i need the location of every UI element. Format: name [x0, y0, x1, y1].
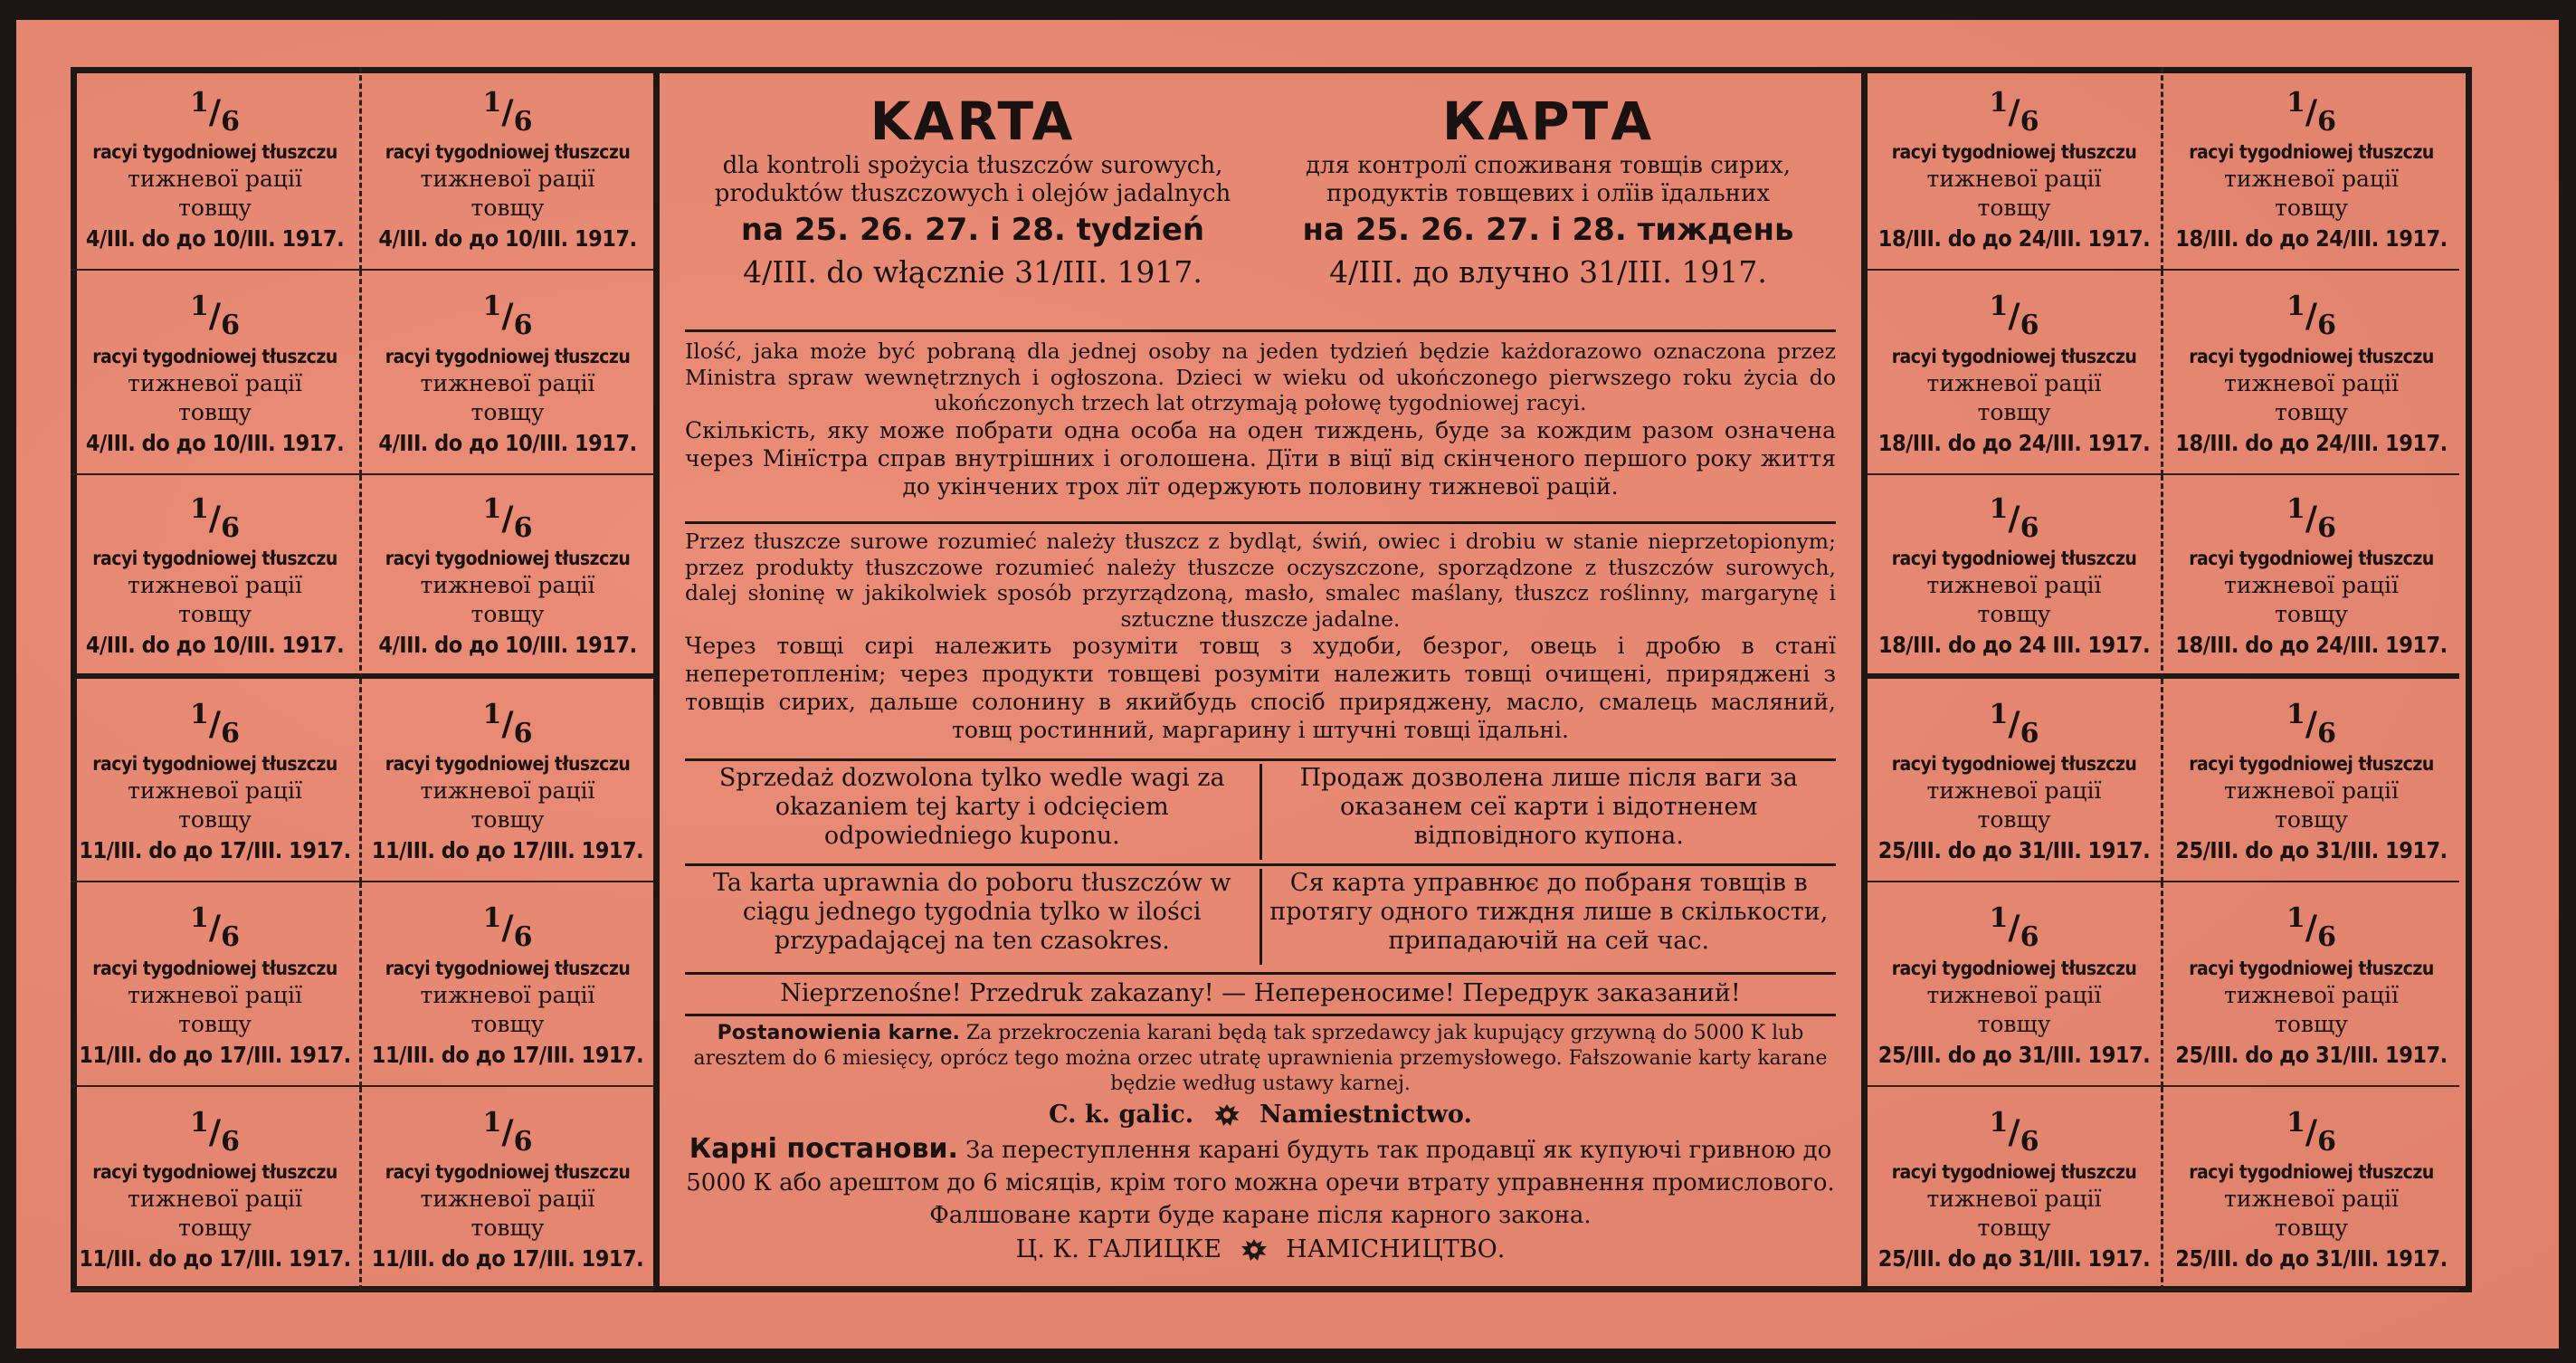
ration-coupon: [2163, 271, 2459, 474]
coupon-text-ua-2: товщу: [1977, 600, 2051, 627]
title-block: [685, 91, 1836, 349]
coupon-fraction: $^1/_6$: [1989, 492, 2039, 544]
coupon-fraction-numerator: 1: [190, 87, 209, 119]
ration-coupon: [362, 882, 653, 1086]
coupon-text-ua-2: товщу: [2275, 1214, 2348, 1241]
coupon-fraction: $^1/_6$: [1989, 291, 2039, 342]
coupon-fraction-denominator: 6: [513, 106, 533, 138]
coupon-fraction-denominator: 6: [513, 1125, 533, 1158]
coupon-text-ua: тижневої рації: [128, 777, 302, 805]
coupon-date: 4/III. do до 10/III. 1917.: [378, 631, 637, 658]
ration-coupon: [2163, 67, 2459, 271]
coupon-fraction: $^1/_6$: [482, 902, 533, 954]
coupon-text-ua: тижневої рації: [128, 166, 302, 193]
center-panel: [653, 67, 1868, 1291]
coupon-text-pl: racyi tygodniowej tłuszczu: [385, 345, 631, 367]
validity-text-pl: Ta karta uprawnia do poboru tłuszczów w ciągu jednego tygodnia tylko w ilości przypadającej na ten czasokres.: [685, 869, 1262, 965]
coupon-fraction-denominator: 6: [2317, 310, 2336, 342]
ration-coupon: [2163, 882, 2459, 1086]
coupon-text-pl: racyi tygodniowej tłuszczu: [385, 957, 631, 979]
coupon-text-ua-2: товщу: [1977, 1010, 2051, 1037]
coupon-text-ua: тижневої рації: [1926, 777, 2102, 805]
coupon-fraction-denominator: 6: [221, 511, 240, 544]
ration-coupon: [71, 271, 362, 474]
coupon-text-ua-2: товщу: [471, 600, 545, 627]
coupon-fraction-denominator: 6: [2317, 511, 2336, 544]
coupon-fraction: $^1/_6$: [190, 492, 240, 544]
coupon-date: 11/III. do до 17/III. 1917.: [79, 837, 351, 864]
coupon-text-ua-2: товщу: [2275, 398, 2348, 425]
ration-coupon: [2163, 679, 2459, 882]
coupon-fraction: $^1/_6$: [482, 492, 533, 544]
coupon-text-ua: тижневої рації: [420, 166, 595, 193]
card-title-ua: КАРТА: [1441, 91, 1655, 152]
sale-text-pl: Sprzedaż dozwolona tylko wedle wagi za okazaniem tej karty i odcięciem odpowiedniego kuponu.: [685, 764, 1262, 860]
coupon-text-ua-2: товщу: [471, 195, 545, 222]
card-date-ua: 4/III. до влучно 31/III. 1917.: [1329, 254, 1767, 290]
coupon-text-pl: racyi tygodniowej tłuszczu: [1891, 957, 2137, 979]
coupon-date: 25/III. do до 31/III. 1917.: [1877, 1041, 2151, 1068]
title-ukrainian: [1260, 91, 1836, 349]
coupon-fraction-denominator: 6: [2317, 921, 2336, 954]
coupon-text-ua: тижневої рації: [420, 981, 595, 1008]
coupon-fraction-numerator: 1: [2286, 902, 2305, 935]
coupon-text-ua: тижневої рації: [2224, 571, 2399, 598]
coupon-text-ua-2: товщу: [178, 1214, 252, 1241]
coupon-text-pl: racyi tygodniowej tłuszczu: [385, 141, 631, 164]
no-transfer-warning: Nieprzenośne! Przedruk zakazany! — Непереносиме! Передрук заказаний!: [780, 979, 1741, 1007]
penalties-section: [685, 1021, 1836, 1268]
coupon-text-ua-2: товщу: [471, 806, 545, 834]
coupon-fraction-numerator: 1: [2286, 291, 2305, 323]
coupon-text-ua: тижневої рації: [128, 571, 302, 598]
coupon-fraction-numerator: 1: [482, 492, 502, 525]
coupon-text-ua: тижневої рації: [1926, 571, 2102, 598]
coupon-fraction-numerator: 1: [1989, 699, 2009, 731]
coupon-date: 4/III. do до 10/III. 1917.: [378, 429, 637, 456]
ration-coupon: [362, 271, 653, 474]
coupon-fraction: $^1/_6$: [2286, 1106, 2336, 1158]
coupon-fraction-denominator: 6: [221, 921, 240, 954]
coupon-fraction-denominator: 6: [513, 921, 533, 954]
coupon-fraction-denominator: 6: [2317, 718, 2336, 750]
coupon-fraction-numerator: 1: [190, 902, 209, 935]
coupon-text-ua: тижневої рації: [420, 369, 595, 396]
coupon-date: 11/III. do до 17/III. 1917.: [79, 1041, 351, 1068]
coupon-text-pl: racyi tygodniowej tłuszczu: [1891, 547, 2137, 569]
ration-coupon: [2163, 1087, 2459, 1291]
coupon-fraction-numerator: 1: [1989, 87, 2009, 119]
ration-coupon: [71, 475, 362, 679]
coupon-text-pl: racyi tygodniowej tłuszczu: [2189, 547, 2434, 569]
coupon-fraction-numerator: 1: [482, 1106, 502, 1139]
card-subtitle-pl-2: produktów tłuszczowych i olejów jadalnych: [714, 180, 1231, 207]
coupon-text-pl: racyi tygodniowej tłuszczu: [92, 1160, 337, 1183]
coupon-fraction: $^1/_6$: [482, 87, 533, 138]
coupon-fraction-denominator: 6: [513, 718, 533, 750]
coupon-fraction-denominator: 6: [221, 106, 240, 138]
coupon-text-ua: тижневої рації: [2224, 369, 2399, 396]
coupon-text-ua-2: товщу: [2275, 600, 2348, 627]
coupon-date: 18/III. do до 24/III. 1917.: [2175, 631, 2448, 658]
divider: [685, 329, 1836, 332]
coupon-text-pl: racyi tygodniowej tłuszczu: [1891, 141, 2137, 164]
divider: [685, 863, 1836, 866]
coupon-date: 25/III. do до 31/III. 1917.: [1877, 837, 2151, 864]
coupon-text-pl: racyi tygodniowej tłuszczu: [2189, 753, 2434, 776]
coupon-text-ua: тижневої рації: [2224, 1185, 2399, 1212]
coupon-date: 4/III. do до 10/III. 1917.: [85, 225, 345, 253]
coupon-text-ua-2: товщу: [1977, 398, 2051, 425]
coupon-fraction: $^1/_6$: [482, 699, 533, 750]
sale-text-ua: Продаж дозволена лише після ваги за оказанем сеї карти і відотненем відповідного купона.: [1299, 764, 1798, 850]
definitions-section: [685, 529, 1836, 744]
coupon-text-ua-2: товщу: [2275, 1010, 2348, 1037]
coupon-fraction: $^1/_6$: [190, 87, 240, 138]
coupon-date: 4/III. do до 10/III. 1917.: [85, 429, 345, 456]
coupon-fraction-denominator: 6: [513, 511, 533, 544]
penalties-text-ua: [685, 1133, 1836, 1232]
penalties-text-pl: [685, 1021, 1836, 1097]
coupon-text-ua-2: товщу: [471, 1010, 545, 1037]
ration-coupon: [2163, 475, 2459, 679]
coupon-fraction-numerator: 1: [2286, 492, 2305, 525]
signature-ua: [685, 1232, 1836, 1268]
coupon-date: 11/III. do до 17/III. 1917.: [371, 1041, 644, 1068]
coupon-fraction-numerator: 1: [190, 291, 209, 323]
ration-coupon: [362, 67, 653, 271]
card-weeks-pl: na 25. 26. 27. i 28. tydzień: [740, 212, 1205, 248]
ration-coupon: [71, 882, 362, 1086]
coupon-text-ua: тижневої рації: [1926, 981, 2102, 1008]
coupon-date: 25/III. do до 31/III. 1917.: [2175, 1041, 2448, 1068]
coupon-fraction: $^1/_6$: [1989, 87, 2039, 138]
coupon-fraction-denominator: 6: [2020, 921, 2039, 954]
coupon-fraction-numerator: 1: [1989, 492, 2009, 525]
coupon-text-ua-2: товщу: [2275, 806, 2348, 834]
coupon-fraction-numerator: 1: [190, 1106, 209, 1139]
coupon-fraction: $^1/_6$: [482, 291, 533, 342]
coupon-text-ua-2: товщу: [178, 1010, 252, 1037]
left-coupon-grid: [71, 67, 653, 1291]
title-polish: [685, 91, 1260, 349]
coupon-fraction-numerator: 1: [1989, 1106, 2009, 1139]
divider: [685, 758, 1836, 761]
coupon-text-ua-2: товщу: [471, 398, 545, 425]
coupon-fraction: $^1/_6$: [190, 699, 240, 750]
coupon-text-ua: тижневої рації: [128, 1185, 302, 1212]
coupon-fraction-numerator: 1: [482, 291, 502, 323]
coupon-date: 18/III. do до 24/III. 1917.: [2175, 225, 2448, 253]
coupon-text-ua-2: товщу: [1977, 806, 2051, 834]
coupon-fraction-numerator: 1: [2286, 699, 2305, 731]
divider: [685, 1014, 1836, 1016]
signature-pl: [685, 1097, 1836, 1133]
coupon-fraction: $^1/_6$: [2286, 87, 2336, 138]
coupon-fraction-numerator: 1: [2286, 87, 2305, 119]
coupon-fraction-numerator: 1: [1989, 291, 2009, 323]
coupon-text-ua-2: товщу: [1977, 1214, 2051, 1241]
coupon-text-pl: racyi tygodniowej tłuszczu: [1891, 1160, 2137, 1183]
coupon-text-pl: racyi tygodniowej tłuszczu: [385, 547, 631, 569]
coupon-text-pl: racyi tygodniowej tłuszczu: [2189, 345, 2434, 367]
coupon-fraction-denominator: 6: [221, 310, 240, 342]
coupon-text-ua: тижневої рації: [1926, 369, 2102, 396]
quantity-section: [685, 338, 1836, 500]
coupon-date: 4/III. do до 10/III. 1917.: [85, 631, 345, 658]
coupon-fraction-denominator: 6: [2317, 1125, 2336, 1158]
coupon-text-ua: тижневої рації: [1926, 1185, 2102, 1212]
card-date-pl: 4/III. do włącznie 31/III. 1917.: [743, 254, 1202, 290]
coupon-fraction: $^1/_6$: [2286, 291, 2336, 342]
coupon-fraction-denominator: 6: [221, 718, 240, 750]
signature-pl-authority: C. k. galic.: [1049, 1101, 1194, 1129]
coupon-fraction-denominator: 6: [2020, 718, 2039, 750]
ration-coupon: [71, 679, 362, 882]
card-subtitle-pl-1: dla kontroli spożycia tłuszczów surowych,: [722, 152, 1223, 179]
card-weeks-ua: на 25. 26. 27. і 28. тиждень: [1302, 212, 1794, 248]
quantity-text-pl: Ilość, jaka może być pobraną dla jednej osoby na jeden tydzień będzie każdorazowo oznaczona przez Ministra spraw wewnętrznych i ogłoszona. Dzieci w wieku od ukończonego pierwszego roku życia do ukończonych trzech lat otrzymają połowę tygodniowej racyi.: [685, 338, 1836, 415]
definitions-text-ua: Через товщі сирі належить розуміти товщ з худоби, безрог, овець і дробю в станї неперетопленім; через продукти товщеві розуміти належить товщі очищені, приряджені з товщів сирих, дальше солонину в якийбудь спосіб прирядженy, масло, смалець масляний, товщ ростинний, маргарину і штучні товщі їдальні.: [685, 633, 1836, 743]
coupon-fraction-numerator: 1: [482, 87, 502, 119]
coupon-text-ua: тижневої рації: [128, 369, 302, 396]
coupon-fraction-numerator: 1: [2286, 1106, 2305, 1139]
coupon-text-ua-2: товщу: [1977, 195, 2051, 222]
coupon-fraction-numerator: 1: [482, 699, 502, 731]
divider: [685, 521, 1836, 524]
coupon-date: 18/III. do до 24 III. 1917.: [1877, 631, 2150, 658]
double-eagle-emblem-icon: [1212, 1101, 1242, 1131]
coupon-date: 25/III. do до 31/III. 1917.: [1877, 1244, 2151, 1272]
coupon-fraction: $^1/_6$: [190, 1106, 240, 1158]
coupon-text-ua: тижневої рації: [420, 1185, 595, 1212]
coupon-text-pl: racyi tygodniowej tłuszczu: [2189, 141, 2434, 164]
coupon-date: 18/III. do до 24/III. 1917.: [2175, 429, 2448, 456]
coupon-text-pl: racyi tygodniowej tłuszczu: [2189, 1160, 2434, 1183]
coupon-text-pl: racyi tygodniowej tłuszczu: [92, 345, 337, 367]
coupon-date: 4/III. do до 10/III. 1917.: [378, 225, 637, 253]
coupon-text-pl: racyi tygodniowej tłuszczu: [385, 1160, 631, 1183]
coupon-text-pl: racyi tygodniowej tłuszczu: [92, 141, 337, 164]
coupon-text-ua: тижневої рації: [420, 777, 595, 805]
coupon-fraction: $^1/_6$: [2286, 902, 2336, 954]
validity-section: [685, 869, 1836, 965]
ration-coupon: [1868, 679, 2163, 882]
coupon-text-ua-2: товщу: [178, 806, 252, 834]
card-title-pl: KARTA: [870, 91, 1076, 152]
penalties-heading-ua: Карні постанови.: [689, 1133, 958, 1165]
coupon-text-pl: racyi tygodniowej tłuszczu: [1891, 345, 2137, 367]
coupon-fraction-denominator: 6: [2020, 310, 2039, 342]
coupon-text-ua-2: товщу: [2275, 195, 2348, 222]
coupon-text-ua: тижневої рації: [2224, 981, 2399, 1008]
signature-pl-office: Namiestnictwo.: [1259, 1101, 1472, 1129]
coupon-text-ua-2: товщу: [471, 1214, 545, 1241]
coupon-fraction-denominator: 6: [513, 310, 533, 342]
penalties-body-pl: Za przekroczenia karani będą tak sprzedawcy jak kupujący grzywną do 5000 K lub aresztem do 6 miesięcy, oprócz tego można orzec utratę uprawnienia przemysłowego. Fałszowanie karty karane będzie według ustawy karnej.: [693, 1022, 1828, 1095]
coupon-fraction-numerator: 1: [190, 492, 209, 525]
ration-coupon: [1868, 271, 2163, 474]
definitions-text-pl: Przez tłuszcze surowe rozumieć należy tłuszcz z bydląt, świń, owiec i drobiu w stanie nieprzetopionym; przez produkty tłuszczowe rozumieć należy tłuszcze oczyszczone, sporządzone z tłuszczów surowych, dalej słoninę w jakikolwiek sposób przyrządzoną, masło, smalec maślany, tłuszcz roślinny, margarynę i sztuczne tłuszcze jadalne.: [685, 529, 1836, 632]
coupon-fraction: $^1/_6$: [482, 1106, 533, 1158]
coupon-fraction-numerator: 1: [482, 902, 502, 935]
coupon-fraction-numerator: 1: [1989, 902, 2009, 935]
coupon-fraction-denominator: 6: [221, 1125, 240, 1158]
card-subtitle-ua-1: для контролї споживаня товщів сирих,: [1306, 152, 1791, 179]
coupon-fraction: $^1/_6$: [190, 291, 240, 342]
sale-section: [685, 764, 1836, 860]
coupon-text-pl: racyi tygodniowej tłuszczu: [92, 547, 337, 569]
coupon-text-pl: racyi tygodniowej tłuszczu: [385, 753, 631, 776]
coupon-fraction: $^1/_6$: [190, 902, 240, 954]
coupon-fraction-denominator: 6: [2020, 106, 2039, 138]
ration-coupon: [362, 1087, 653, 1291]
signature-ua-authority: Ц. К. ГАЛИЦКЕ: [1015, 1235, 1221, 1263]
ration-coupon: [1868, 67, 2163, 271]
penalties-body-ua: За переступлення карані будуть так продавцї як купуючі гривною до 5000 К або арештом до 6 місяців, крім того можна оречи втрату управнення промислового. Фалшоване карти буде каране після карного закона.: [686, 1137, 1835, 1229]
ration-coupon: [362, 679, 653, 882]
coupon-text-ua: тижневої рації: [128, 981, 302, 1008]
coupon-fraction-denominator: 6: [2020, 1125, 2039, 1158]
coupon-fraction: $^1/_6$: [1989, 1106, 2039, 1158]
coupon-text-ua-2: товщу: [178, 600, 252, 627]
ration-coupon: [1868, 1087, 2163, 1291]
validity-text-ua: Ся карта управнює до побраня товщів в протягу одного тиждня лише в скількости, припадаючій на сей час.: [1269, 869, 1829, 955]
coupon-text-ua: тижневої рації: [420, 571, 595, 598]
ration-coupon: [71, 67, 362, 271]
coupon-text-pl: racyi tygodniowej tłuszczu: [2189, 957, 2434, 979]
penalties-heading-pl: Postanowienia karne.: [717, 1022, 960, 1044]
ration-coupon: [362, 475, 653, 679]
coupon-date: 11/III. do до 17/III. 1917.: [371, 1244, 644, 1272]
coupon-fraction-denominator: 6: [2020, 511, 2039, 544]
coupon-date: 11/III. do до 17/III. 1917.: [79, 1244, 351, 1272]
ration-coupon: [1868, 882, 2163, 1086]
card-subtitle-ua-2: продуктів товщевих і олїів їдальних: [1326, 180, 1770, 207]
coupon-text-pl: racyi tygodniowej tłuszczu: [1891, 753, 2137, 776]
double-eagle-emblem-icon: [1239, 1235, 1269, 1266]
coupon-fraction-denominator: 6: [2317, 106, 2336, 138]
coupon-date: 18/III. do до 24/III. 1917.: [1877, 429, 2151, 456]
coupon-fraction-numerator: 1: [190, 699, 209, 731]
coupon-fraction: $^1/_6$: [2286, 492, 2336, 544]
coupon-date: 25/III. do до 31/III. 1917.: [2175, 1244, 2448, 1272]
coupon-text-ua: тижневої рації: [2224, 777, 2399, 805]
coupon-text-ua: тижневої рації: [2224, 166, 2399, 193]
coupon-fraction: $^1/_6$: [2286, 699, 2336, 750]
signature-ua-office: НАМІСНИЦТВО.: [1286, 1235, 1506, 1263]
ration-coupon: [1868, 475, 2163, 679]
coupon-date: 25/III. do до 31/III. 1917.: [2175, 837, 2448, 864]
divider: [685, 972, 1836, 975]
coupon-text-ua: тижневої рації: [1926, 166, 2102, 193]
coupon-text-ua-2: товщу: [178, 195, 252, 222]
coupon-fraction: $^1/_6$: [1989, 902, 2039, 954]
right-coupon-grid: [1868, 67, 2459, 1291]
ration-coupon: [71, 1087, 362, 1291]
coupon-text-pl: racyi tygodniowej tłuszczu: [92, 957, 337, 979]
coupon-fraction: $^1/_6$: [1989, 699, 2039, 750]
coupon-date: 11/III. do до 17/III. 1917.: [371, 837, 644, 864]
coupon-date: 18/III. do до 24/III. 1917.: [1877, 225, 2151, 253]
coupon-text-ua-2: товщу: [178, 398, 252, 425]
quantity-text-ua: Скількість, яку може побрати одна особа на оден тиждень, буде за кождим разом означена через Мінїстра справ внутрішних і оголошена. Дїти в віцї від скінченого першого року життя до укінчених трох лїт одержують половину тижневої рацій.: [685, 416, 1836, 500]
coupon-text-pl: racyi tygodniowej tłuszczu: [92, 753, 337, 776]
